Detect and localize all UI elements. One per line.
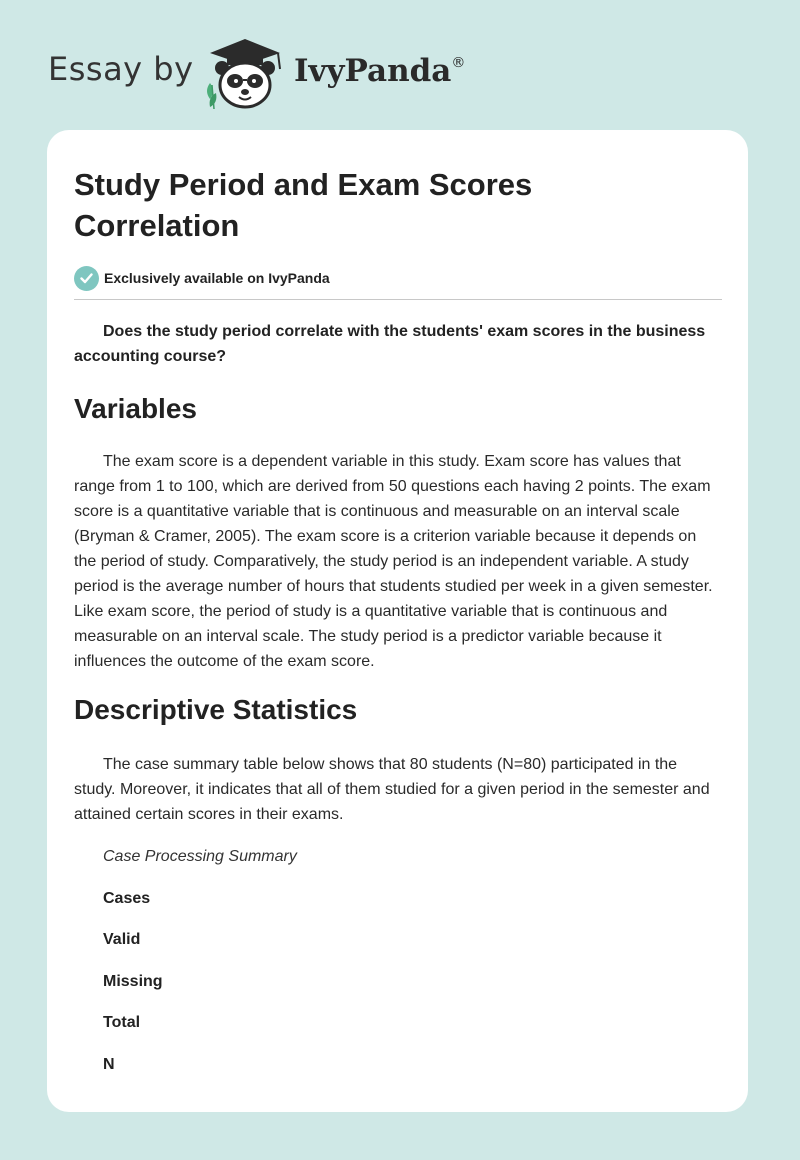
descriptive-statistics-paragraph: The case summary table below shows that 80 students (N=80) participated in the study. Moreover, it indicates that all of them studied for a given period in the semester and attained certain scores in their exams. [74, 756, 710, 823]
table-row-label: N [103, 1055, 115, 1073]
article-card [47, 130, 748, 1112]
exclusive-label: Exclusively available on IvyPanda [104, 270, 330, 286]
ivypanda-logo-icon[interactable] [200, 35, 290, 110]
divider [74, 299, 722, 300]
exclusive-badge [74, 265, 722, 291]
brand-name[interactable] [294, 53, 465, 89]
table-row-label: Cases [103, 889, 151, 907]
section-heading-variables: Variables [74, 393, 197, 424]
table-row-label: Missing [103, 972, 163, 990]
site-header [0, 0, 800, 130]
research-question: Does the study period correlate with the students' exam scores in the business accounting course? [74, 323, 706, 365]
brand-text: IvyPanda [294, 53, 452, 89]
table-row-label: Total [103, 1014, 141, 1031]
table-row-label: Valid [103, 931, 141, 948]
checkmark-icon [74, 266, 99, 291]
essay-by-label: Essay by [48, 50, 194, 88]
article-title: Study Period and Exam Scores Correlation [74, 167, 533, 243]
registered-mark: ® [451, 55, 466, 71]
table-caption: Case Processing Summary [103, 848, 297, 865]
variables-paragraph: The exam score is a dependent variable in this study. Exam score has values that range from 1 to 100, which are derived from 50 questions each having 2 points. The exam score is a quantitative variable that is continuous and measurable on an interval scale (Bryman & Cramer, 2005). The exam score is a criterion variable because it depends on the period of study. Comparatively, the study period is an independent variable. A study period is the average number of hours that students studied per week in a given semester. Like exam score, the period of study is a quantitative variable that is continuous and measurable on an interval scale. The study period is a predictor variable because it influences the outcome of the exam score. [74, 453, 713, 670]
section-heading-descriptive-statistics: Descriptive Statistics [74, 694, 358, 725]
